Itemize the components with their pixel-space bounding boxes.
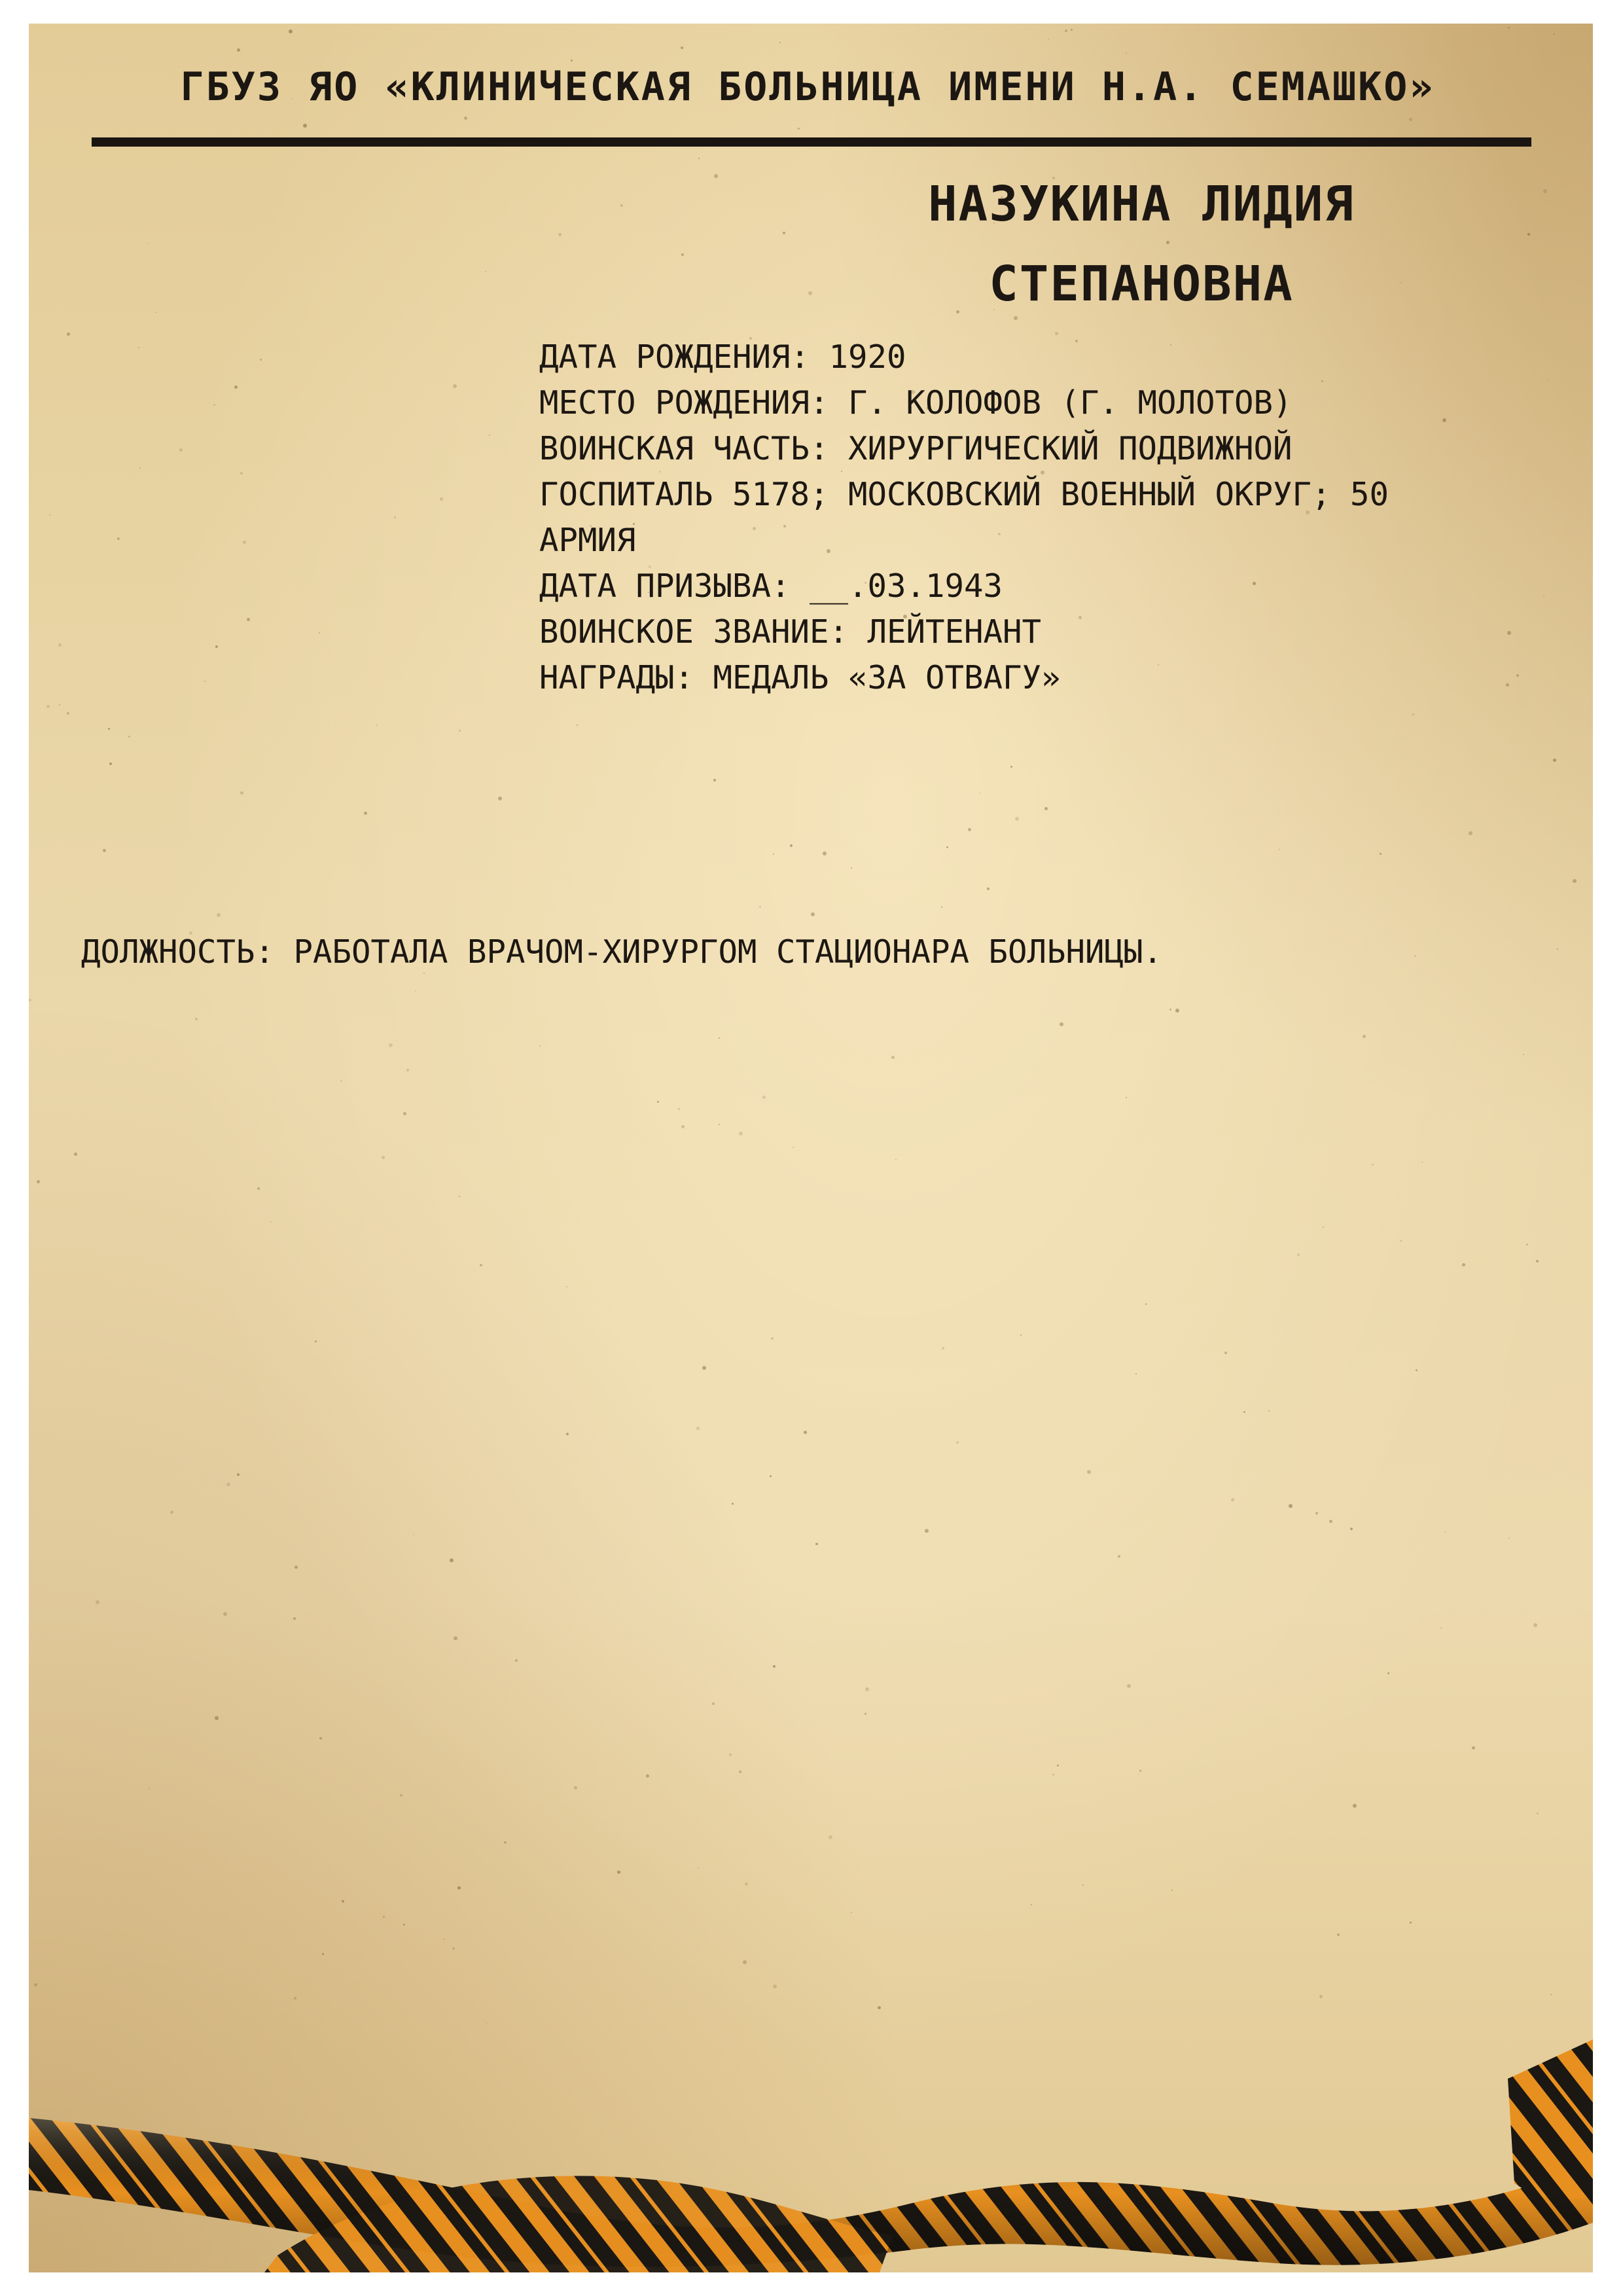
paper-speck — [558, 233, 562, 236]
unit-value-line3: АРМИЯ — [539, 522, 636, 559]
paper-speck — [823, 852, 827, 855]
paper-speck — [1440, 1627, 1442, 1628]
paper-speck — [1087, 1470, 1091, 1474]
paper-speck — [1533, 1623, 1537, 1627]
paper-speck — [1546, 379, 1548, 380]
paper-speck — [108, 728, 110, 730]
paper-speck — [1329, 1520, 1332, 1523]
draft-date-row — [539, 564, 1521, 609]
paper-speck — [444, 1939, 445, 1940]
paper-speck — [382, 1156, 385, 1159]
paper-speck — [1127, 1684, 1131, 1688]
paper-speck — [319, 1737, 322, 1740]
draft-date-label: ДАТА ПРИЗЫВА: — [539, 567, 791, 605]
paper-speck — [1537, 1812, 1539, 1814]
paper-speck — [34, 1983, 37, 1986]
birth-date-value: 1920 — [829, 338, 906, 376]
paper-speck — [459, 1196, 460, 1197]
paper-speck — [743, 1960, 747, 1964]
paper-speck — [260, 359, 262, 361]
paper-speck — [480, 1264, 482, 1266]
paper-speck — [440, 497, 443, 501]
paper-speck — [117, 537, 120, 540]
paper-speck — [712, 1702, 715, 1705]
paper-speck — [1315, 1512, 1318, 1515]
paper-speck — [67, 712, 69, 715]
paper-speck — [956, 1441, 959, 1444]
paper-speck — [213, 404, 215, 406]
paper-speck — [798, 128, 800, 130]
rank-label: ВОИНСКОЕ ЗВАНИЕ: — [539, 613, 849, 651]
paper-speck — [574, 1786, 577, 1789]
paper-speck — [457, 1886, 461, 1890]
paper-speck — [713, 779, 716, 781]
birth-place-value: Г. КОЛОФОВ (Г. МОЛОТОВ) — [848, 384, 1293, 422]
paper-speck — [878, 2006, 881, 2009]
paper-speck — [179, 448, 183, 452]
paper-speck — [1554, 33, 1555, 35]
paper-speck — [1536, 1260, 1539, 1263]
paper-speck — [942, 1347, 944, 1350]
paper-speck — [394, 516, 396, 518]
paper-speck — [1508, 27, 1510, 29]
paper-speck — [49, 514, 50, 516]
paper-speck — [454, 1636, 457, 1640]
paper-speck — [257, 1187, 260, 1190]
paper-speck — [1319, 1995, 1323, 1998]
paper-speck — [489, 435, 490, 436]
paper-speck — [294, 1997, 296, 2000]
paper-speck — [46, 705, 50, 708]
paper-speck — [1169, 1009, 1171, 1011]
institution-header: ГБУЗ ЯО «КЛИНИЧЕСКАЯ БОЛЬНИЦА ИМЕНИ Н.А. СЕМАШКО» — [180, 64, 1435, 110]
paper-speck — [1526, 1244, 1528, 1246]
paper-speck — [714, 174, 718, 178]
paper-speck — [1139, 1770, 1141, 1772]
unit-label: ВОИНСКАЯ ЧАСТЬ: — [539, 430, 829, 467]
paper-speck — [1126, 1097, 1127, 1098]
paper-speck — [681, 46, 683, 49]
paper-speck — [729, 1753, 732, 1756]
paper-speck — [1462, 1263, 1465, 1266]
paper-speck — [67, 332, 70, 336]
paper-speck — [1387, 1672, 1389, 1674]
paper-speck — [657, 1101, 659, 1103]
paper-speck — [293, 1617, 296, 1620]
paper-speck — [234, 386, 238, 389]
paper-speck — [342, 1900, 344, 1903]
paper-speck — [1412, 713, 1414, 715]
paper-speck — [322, 1953, 324, 1955]
paper-speck — [204, 681, 205, 682]
paper-speck — [1010, 766, 1012, 768]
paper-speck — [289, 29, 293, 33]
paper-speck — [1279, 849, 1280, 850]
paper-speck — [891, 1056, 895, 1059]
paper-speck — [1020, 1335, 1022, 1336]
paper-speck — [1416, 1369, 1418, 1371]
unit-row — [539, 426, 1521, 472]
paper-speck — [979, 793, 980, 794]
paper-speck — [247, 618, 250, 621]
paper-speck — [237, 1473, 240, 1476]
paper-speck — [1553, 759, 1556, 762]
unit-value-line1: ХИРУРГИЧЕСКИЙ ПОДВИЖНОЙ — [848, 430, 1293, 467]
paper-speck — [1353, 1804, 1357, 1808]
paper-speck — [156, 312, 157, 313]
paper-speck — [811, 912, 815, 916]
paper-speck — [865, 1713, 866, 1715]
paper-speck — [696, 1427, 700, 1430]
paper-speck — [240, 472, 243, 475]
paper-speck — [865, 1687, 869, 1691]
paper-speck — [539, 1045, 541, 1047]
paper-speck — [139, 467, 141, 469]
unit-value-line2: ГОСПИТАЛЬ 5178; МОСКОВСКИЙ ВОЕННЫЙ ОКРУГ; 50 — [539, 476, 1389, 513]
paper-speck — [681, 1125, 685, 1128]
paper-speck — [1231, 1498, 1234, 1501]
paper-speck — [485, 271, 486, 272]
birth-date-label: ДАТА РОЖДЕНИЯ: — [539, 338, 810, 376]
paper-speck — [340, 1080, 342, 1082]
paper-speck — [37, 1180, 40, 1183]
paper-speck — [1363, 1035, 1366, 1038]
paper-speck — [515, 1659, 518, 1662]
person-name — [814, 164, 1469, 324]
paper-speck — [1224, 1352, 1227, 1354]
paper-speck — [1268, 1410, 1270, 1412]
paper-speck — [719, 1124, 720, 1125]
paper-speck — [577, 725, 578, 726]
rank-value: ЛЕЙТЕНАНТ — [867, 613, 1042, 651]
paper-speck — [240, 791, 243, 795]
paper-speck — [1175, 1009, 1179, 1013]
paper-speck — [383, 1916, 385, 1918]
paper-speck — [678, 1108, 680, 1110]
paper-speck — [1523, 1054, 1524, 1055]
paper-speck — [617, 1871, 620, 1874]
paper-speck — [946, 846, 948, 848]
paper-speck — [770, 1475, 772, 1477]
paper-speck — [815, 1543, 818, 1545]
paper-speck — [773, 1984, 777, 1988]
paper-speck — [149, 1788, 150, 1789]
paper-speck — [128, 736, 130, 738]
paper-speck — [452, 1947, 455, 1950]
draft-date-value: __.03.1943 — [810, 567, 1003, 605]
paper-speck — [303, 124, 307, 128]
paper-speck — [315, 1340, 317, 1342]
awards-row — [539, 655, 1521, 701]
paper-speck — [1469, 831, 1472, 835]
paper-speck — [941, 906, 942, 908]
paper-speck — [1145, 1303, 1147, 1305]
paper-speck — [719, 1037, 720, 1039]
paper-speck — [895, 1159, 897, 1160]
paper-speck — [851, 1912, 852, 1913]
awards-label: НАГРАДЫ: — [539, 659, 694, 696]
awards-value: МЕДАЛЬ «ЗА ОТВАГУ» — [713, 659, 1061, 696]
paper-speck — [1015, 817, 1019, 821]
paper-speck — [1297, 1253, 1300, 1256]
paper-speck — [759, 906, 761, 908]
paper-speck — [571, 60, 573, 62]
position-row — [81, 933, 1586, 971]
paper-speck — [1065, 29, 1067, 32]
paper-speck — [364, 812, 367, 815]
paper-speck — [423, 973, 425, 974]
paper-speck — [739, 1770, 741, 1773]
paper-speck — [790, 844, 793, 847]
personal-details — [539, 334, 1521, 701]
paper-speck — [698, 1867, 699, 1869]
paper-speck — [1410, 1922, 1412, 1924]
aged-paper-background — [29, 24, 1593, 2272]
paper-speck — [1350, 1528, 1353, 1530]
paper-speck — [226, 1482, 230, 1486]
paper-speck — [739, 1132, 743, 1136]
paper-speck — [195, 1018, 198, 1020]
paper-speck — [74, 1153, 77, 1156]
paper-speck — [771, 1337, 774, 1340]
paper-speck — [804, 1431, 807, 1434]
paper-speck — [702, 1366, 706, 1370]
paper-speck — [217, 913, 221, 917]
st-george-ribbon-image — [29, 2039, 1593, 2272]
paper-speck — [1400, 1240, 1402, 1242]
paper-speck — [1243, 1411, 1245, 1413]
paper-speck — [1337, 1933, 1340, 1936]
ribbon-right-end — [1508, 2039, 1593, 2199]
birth-place-label: МЕСТО РОЖДЕНИЯ: — [539, 384, 829, 422]
paper-speck — [243, 541, 246, 544]
paper-speck — [215, 645, 218, 648]
paper-speck — [138, 347, 139, 348]
paper-speck — [223, 1612, 227, 1616]
paper-speck — [681, 253, 684, 256]
paper-speck — [1508, 1537, 1510, 1539]
person-patronymic: СТЕПАНОВНА — [989, 256, 1294, 312]
paper-speck — [1060, 1022, 1063, 1026]
paper-speck — [1071, 29, 1073, 31]
paper-speck — [1472, 1746, 1475, 1749]
paper-speck — [58, 643, 62, 647]
paper-speck — [1052, 1774, 1054, 1776]
paper-speck — [1118, 1555, 1120, 1558]
paper-speck — [170, 1511, 173, 1514]
paper-speck — [566, 1286, 567, 1287]
paper-speck — [1550, 1994, 1552, 1996]
paper-speck — [29, 999, 31, 1001]
paper-speck — [646, 1774, 649, 1778]
paper-speck — [237, 48, 240, 52]
paper-speck — [808, 291, 812, 295]
paper-speck — [1543, 189, 1547, 193]
paper-speck — [1044, 807, 1048, 810]
paper-speck — [987, 888, 990, 890]
paper-speck — [1323, 1227, 1324, 1228]
paper-speck — [1126, 52, 1127, 54]
paper-speck — [459, 730, 461, 732]
person-surname-first-name: НАЗУКИНА ЛИДИЯ — [928, 176, 1355, 232]
paper-speck — [773, 853, 774, 855]
paper-speck — [1372, 1164, 1374, 1166]
position-label: ДОЛЖНОСТЬ: — [81, 933, 275, 971]
paper-speck — [59, 704, 60, 706]
paper-speck — [745, 1882, 748, 1886]
paper-speck — [389, 1043, 393, 1047]
paper-speck — [762, 1096, 766, 1099]
paper-speck — [968, 828, 971, 831]
paper-speck — [925, 1529, 929, 1533]
paper-speck — [450, 1558, 454, 1562]
paper-speck — [829, 1835, 832, 1839]
paper-speck — [504, 1841, 507, 1844]
paper-speck — [498, 797, 502, 800]
paper-speck — [1421, 1162, 1423, 1163]
paper-speck — [1380, 853, 1382, 855]
paper-speck — [109, 762, 112, 765]
paper-speck — [1082, 1884, 1084, 1886]
position-text: РАБОТАЛА ВРАЧОМ-ХИРУРГОМ СТАЦИОНАРА БОЛЬНИЦЫ. — [293, 933, 1163, 971]
paper-speck — [1289, 1504, 1293, 1508]
paper-speck — [294, 1566, 298, 1569]
paper-speck — [415, 990, 416, 992]
paper-speck — [732, 1503, 734, 1505]
paper-speck — [566, 1433, 569, 1435]
paper-speck — [783, 232, 785, 234]
paper-speck — [406, 1069, 409, 1071]
paper-speck — [103, 849, 106, 852]
birth-place-row — [539, 380, 1521, 426]
paper-speck — [270, 1221, 272, 1223]
paper-speck — [147, 243, 149, 244]
paper-speck — [851, 867, 852, 869]
paper-speck — [403, 1112, 406, 1115]
paper-speck — [1057, 1765, 1059, 1767]
paper-speck — [453, 384, 457, 388]
paper-speck — [319, 632, 320, 634]
paper-speck — [376, 725, 378, 726]
paper-speck — [1527, 233, 1530, 236]
birth-date-row — [539, 334, 1521, 380]
paper-speck — [464, 117, 467, 120]
paper-speck — [1135, 1373, 1137, 1374]
paper-speck — [1171, 1890, 1173, 1891]
paper-speck — [1048, 39, 1049, 40]
paper-speck — [1409, 118, 1412, 121]
paper-speck — [400, 1794, 402, 1797]
paper-speck — [779, 42, 781, 43]
paper-speck — [487, 2023, 488, 2024]
paper-speck — [413, 1534, 414, 1535]
paper-speck — [1444, 1532, 1446, 1533]
paper-speck — [698, 158, 700, 159]
paper-speck — [96, 1600, 99, 1604]
paper-speck — [215, 1716, 219, 1720]
paper-speck — [620, 204, 623, 207]
paper-speck — [773, 1665, 776, 1668]
header-rule — [92, 137, 1531, 147]
paper-speck — [403, 1924, 405, 1926]
rank-row — [539, 609, 1521, 655]
paper-speck — [793, 1147, 794, 1148]
paper-speck — [1031, 1904, 1032, 1905]
paper-speck — [1543, 595, 1544, 596]
paper-speck — [1573, 879, 1577, 883]
